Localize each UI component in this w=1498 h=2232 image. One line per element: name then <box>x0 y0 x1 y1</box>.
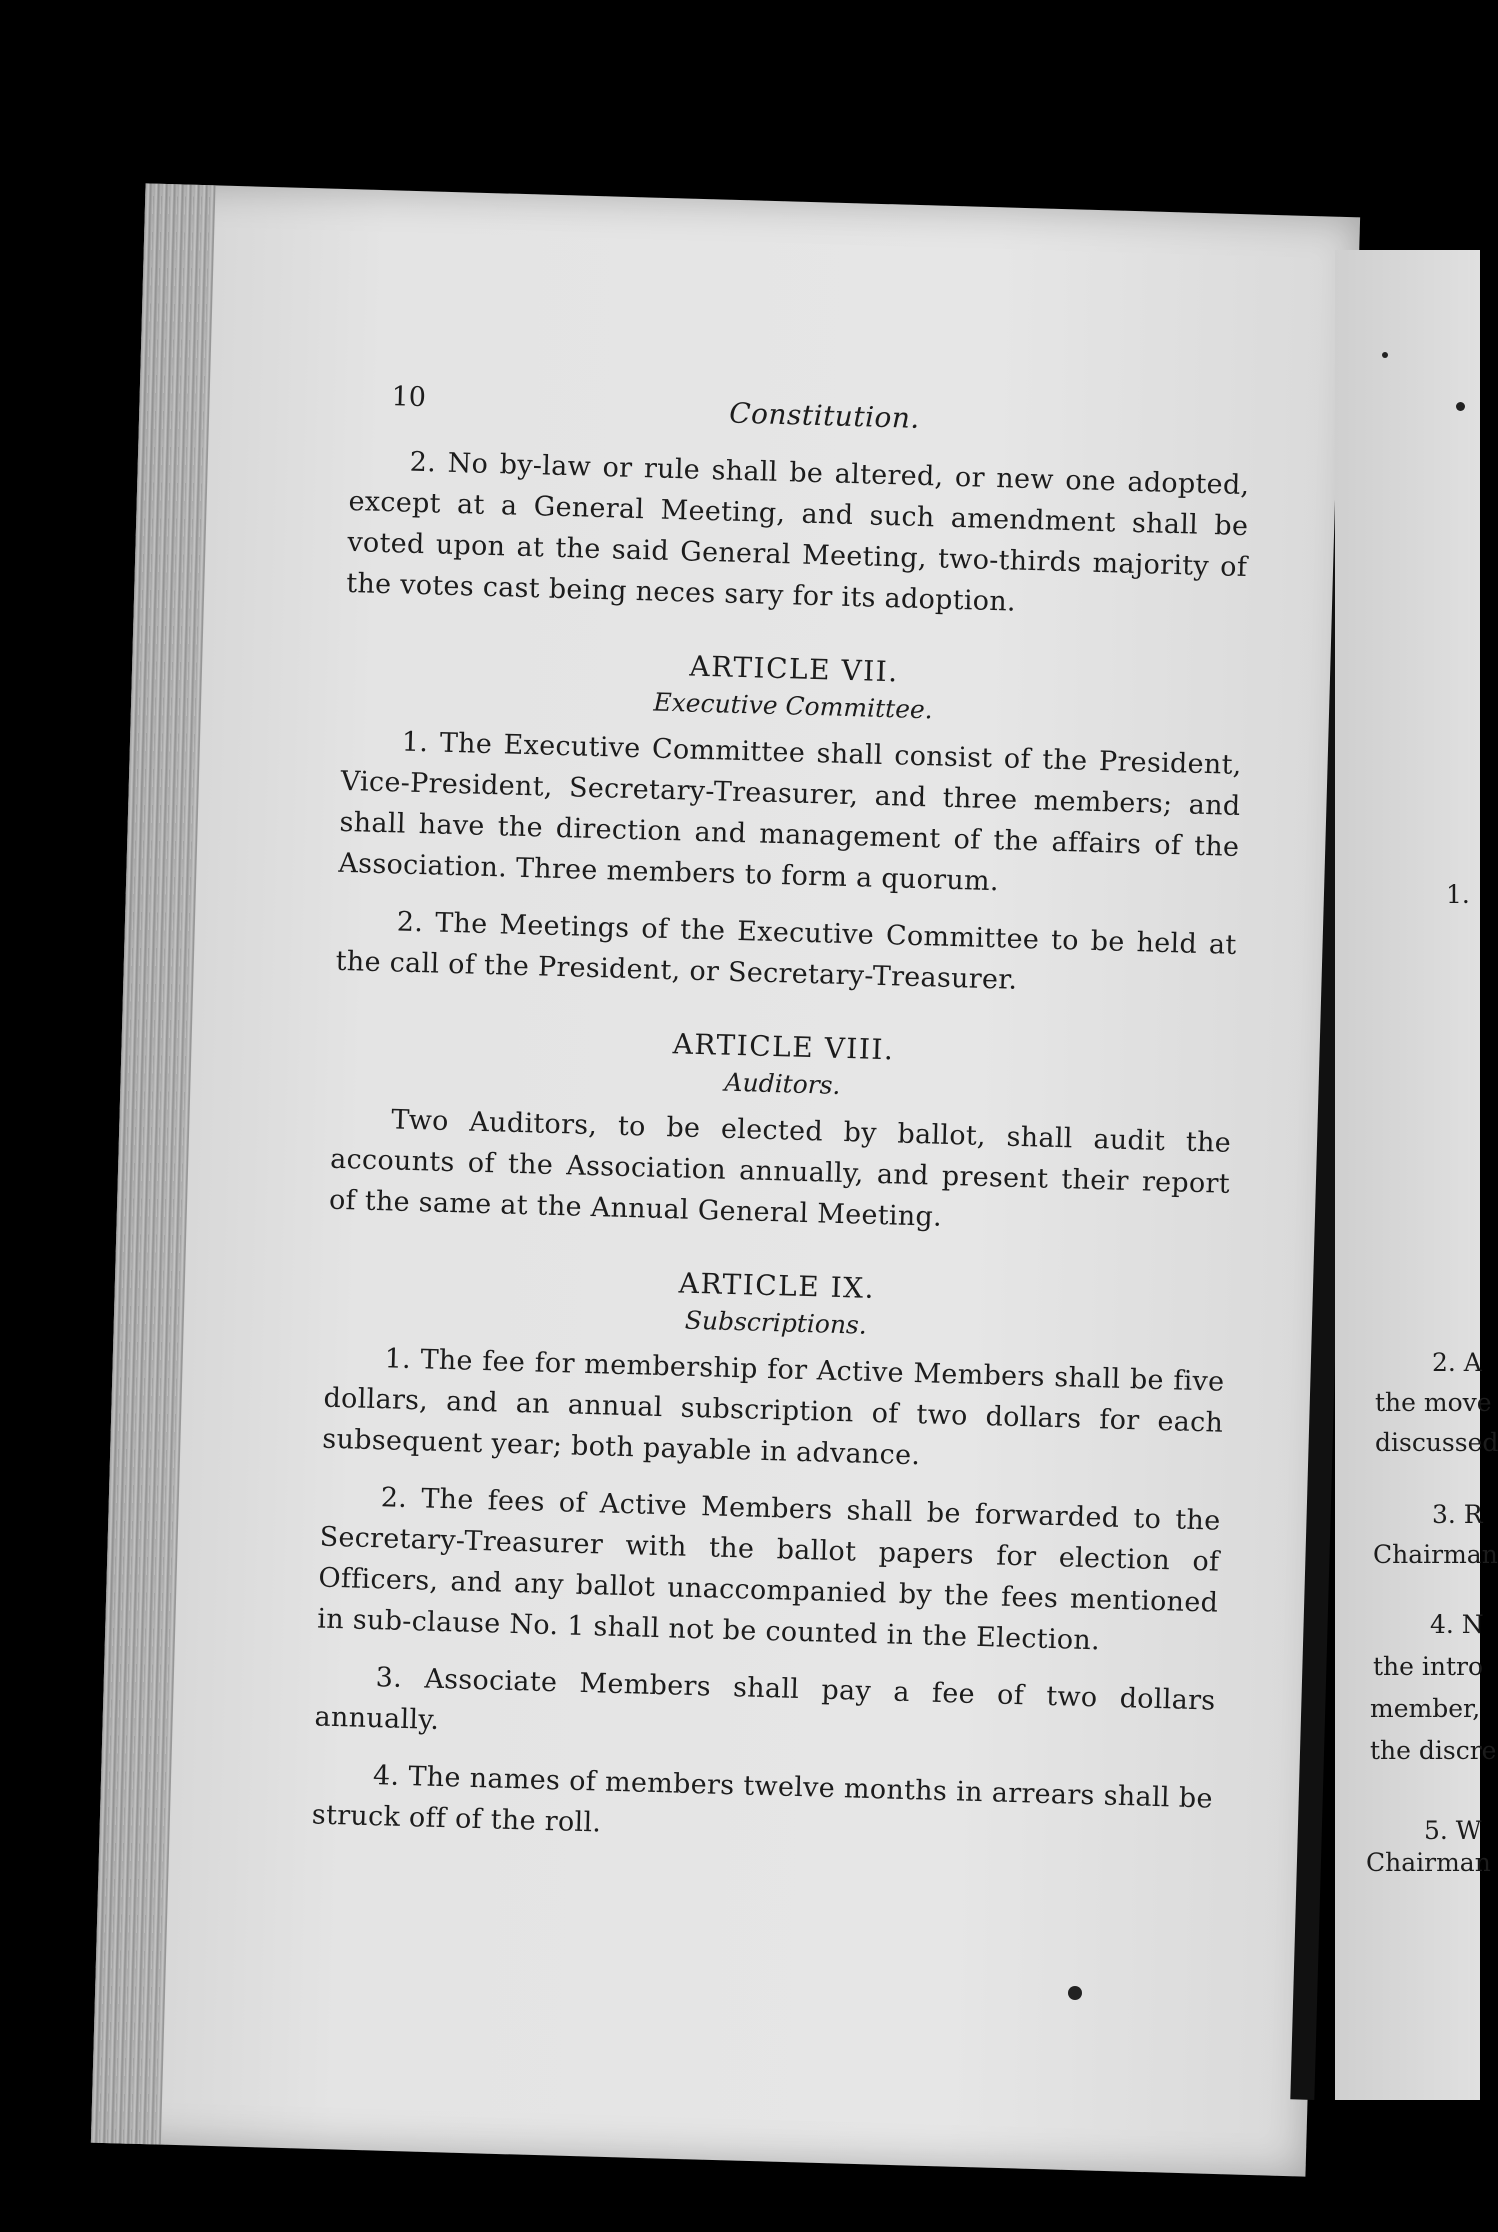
article-viii <box>329 1018 1234 1246</box>
article-paragraph: 2. The fees of Active Members shall be forwarded to the Secretary-Treasurer with the ballot papers for election of Officers, and any ballot unaccompanied by the fees mentioned in sub-clause No. 1 shall not be counted in the Election. <box>316 1482 1221 1657</box>
page-number: 10 <box>391 381 427 414</box>
scan-speck <box>1068 1986 1082 2000</box>
right-fragment: 4. N <box>1430 1610 1484 1639</box>
intro-paragraph: 2. No by-law or rule shall be altered, or new one adopted, except at a General Meeting, and such amendment shall be voted upon at the said General Meeting, two-thirds majority of the votes cast being neces sary for its adoption. <box>345 446 1250 618</box>
right-fragment: 5. W <box>1424 1816 1482 1845</box>
article-vii <box>335 640 1244 1007</box>
article-heading: ARTICLE VII. <box>689 649 900 689</box>
right-fragment: Chairman <box>1373 1540 1498 1569</box>
article-paragraph: 1. The Executive Committee shall consist of the President, Vice-President, Secretary-Treasurer, and three members; and shall have the direction and management of the affairs of the Association. Three members to form a quorum. <box>338 726 1243 898</box>
article-subtitle: Auditors. <box>724 1067 841 1100</box>
article-heading: ARTICLE VIII. <box>672 1027 895 1067</box>
right-fragment: member, <box>1370 1694 1481 1723</box>
left-page-content <box>311 380 1252 1877</box>
article-subtitle: Subscriptions. <box>684 1305 868 1340</box>
right-fragment: the intro <box>1373 1652 1484 1681</box>
right-fragment: 1. <box>1446 880 1470 909</box>
article-paragraph: 1. The fee for membership for Active Members shall be five dollars, and an annual subscription of two dollars for each subsequent year; both payable in advance. <box>321 1343 1225 1472</box>
article-heading: ARTICLE IX. <box>678 1266 876 1305</box>
article-paragraph: 4. The names of members twelve months in arrears shall be struck off of the roll. <box>311 1760 1214 1839</box>
right-fragment: Chairman <box>1366 1848 1491 1877</box>
right-fragment: the discre <box>1370 1736 1497 1765</box>
right-fragment: 3. R <box>1432 1500 1483 1529</box>
right-fragment: discussed <box>1375 1428 1498 1457</box>
running-title: Constitution. <box>728 396 921 435</box>
scan-speck <box>1382 352 1388 358</box>
right-fragment: 2. A <box>1432 1348 1482 1377</box>
right-fragment: the move <box>1375 1388 1492 1417</box>
article-ix <box>311 1257 1227 1861</box>
article-paragraph: 2. The Meetings of the Executive Committee to be held at the call of the President, or Secretary-Treasurer. <box>335 906 1237 996</box>
article-paragraph: Two Auditors, to be elected by ballot, shall audit the accounts of the Association annually, and present their report of the same at the Annual General Meeting. <box>328 1104 1232 1233</box>
scan-speck <box>1456 402 1465 411</box>
article-paragraph: 3. Associate Members shall pay a fee of two dollars annually. <box>314 1662 1216 1736</box>
article-subtitle: Executive Committee. <box>653 687 934 725</box>
